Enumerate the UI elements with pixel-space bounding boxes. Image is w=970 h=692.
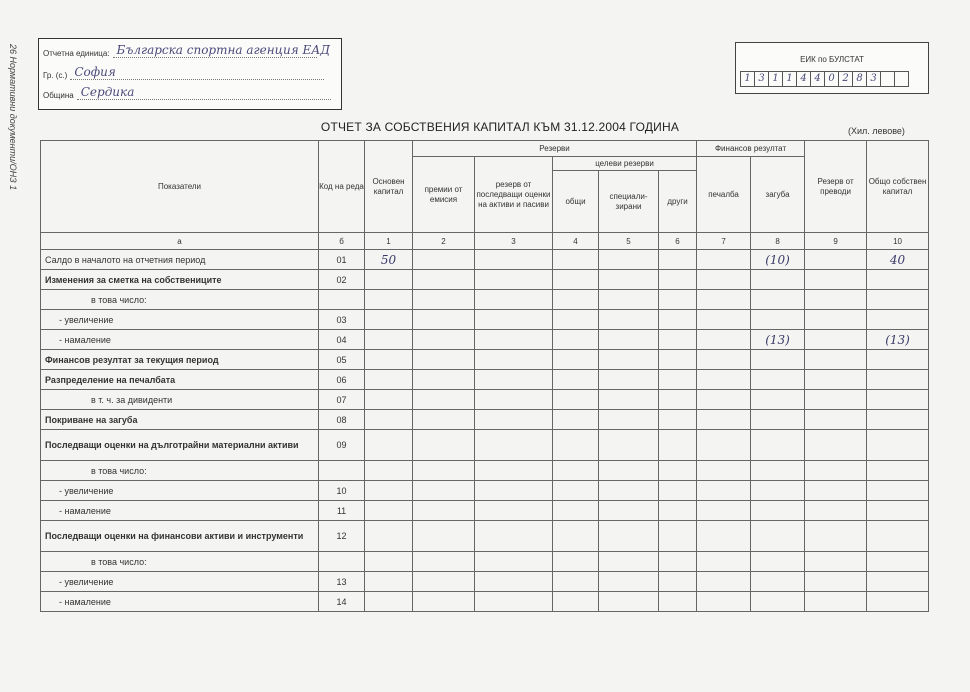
- cell-base-capital: [365, 572, 413, 592]
- cell-base-capital: [365, 350, 413, 370]
- header-general: общи: [553, 171, 599, 233]
- column-index: 10: [867, 233, 929, 250]
- row-code: [319, 290, 365, 310]
- city-label: Гр. (с.): [43, 71, 68, 80]
- cell-revaluation-reserve: [475, 430, 553, 461]
- cell-base-capital: [365, 290, 413, 310]
- municipality-label: Община: [43, 91, 74, 100]
- cell-general-reserve: [553, 250, 599, 270]
- cell-translation-reserve: [805, 350, 867, 370]
- cell-share-premium: [413, 481, 475, 501]
- eik-digit: 4: [796, 71, 811, 87]
- header-total-equity: Общо собствен капитал: [867, 141, 929, 233]
- eik-digit: 4: [810, 71, 825, 87]
- cell-profit: [697, 270, 751, 290]
- cell-profit: [697, 290, 751, 310]
- cell-base-capital: [365, 410, 413, 430]
- cell-revaluation-reserve: [475, 310, 553, 330]
- header-reserves: Резерви: [413, 141, 697, 157]
- cell-revaluation-reserve: [475, 250, 553, 270]
- cell-revaluation-reserve: [475, 410, 553, 430]
- eik-digit: 8: [852, 71, 867, 87]
- row-code: 03: [319, 310, 365, 330]
- cell-revaluation-reserve: [475, 481, 553, 501]
- cell-total-equity: [867, 461, 929, 481]
- cell-base-capital: [365, 310, 413, 330]
- cell-share-premium: [413, 250, 475, 270]
- cell-general-reserve: [553, 501, 599, 521]
- column-index-row: [41, 233, 929, 250]
- cell-loss: [751, 290, 805, 310]
- eik-digit: 3: [866, 71, 881, 87]
- table-row: [41, 481, 929, 501]
- cell-profit: [697, 481, 751, 501]
- column-index: 3: [475, 233, 553, 250]
- cell-translation-reserve: [805, 310, 867, 330]
- cell-other-reserve: [659, 350, 697, 370]
- cell-revaluation-reserve: [475, 572, 553, 592]
- cell-translation-reserve: [805, 501, 867, 521]
- table-row: [41, 501, 929, 521]
- eik-digit: [880, 71, 895, 87]
- municipality-row: [43, 87, 331, 100]
- table-row: [41, 461, 929, 481]
- row-label: Последващи оценки на дълготрайни материални активи: [41, 430, 319, 461]
- reporting-unit-row: [43, 43, 331, 58]
- cell-total-equity: [867, 501, 929, 521]
- header-loss: загуба: [751, 157, 805, 233]
- table-row: [41, 290, 929, 310]
- column-index: 8: [751, 233, 805, 250]
- header-translation-reserve: Резерв от преводи: [805, 141, 867, 233]
- cell-translation-reserve: [805, 481, 867, 501]
- municipality-value: Сердика: [77, 87, 331, 100]
- cell-base-capital: [365, 461, 413, 481]
- cell-translation-reserve: [805, 592, 867, 612]
- row-label: - увеличение: [41, 481, 319, 501]
- cell-profit: [697, 410, 751, 430]
- cell-profit: [697, 430, 751, 461]
- eik-digit: 1: [768, 71, 783, 87]
- row-code: 09: [319, 430, 365, 461]
- header-profit: печалба: [697, 157, 751, 233]
- entity-box: [38, 38, 342, 110]
- cell-general-reserve: [553, 370, 599, 390]
- cell-total-equity: [867, 410, 929, 430]
- city-value: София: [70, 67, 324, 80]
- cell-base-capital: [365, 481, 413, 501]
- cell-general-reserve: [553, 572, 599, 592]
- cell-profit: [697, 461, 751, 481]
- cell-other-reserve: [659, 250, 697, 270]
- cell-translation-reserve: [805, 290, 867, 310]
- column-index: 9: [805, 233, 867, 250]
- cell-share-premium: [413, 310, 475, 330]
- cell-profit: [697, 390, 751, 410]
- cell-translation-reserve: [805, 461, 867, 481]
- header-row-code: Код на реда: [319, 141, 365, 233]
- cell-loss: [751, 390, 805, 410]
- cell-translation-reserve: [805, 270, 867, 290]
- cell-translation-reserve: [805, 521, 867, 552]
- row-label: в това число:: [41, 461, 319, 481]
- row-label: Изменения за сметка на собствениците: [41, 270, 319, 290]
- cell-revaluation-reserve: [475, 521, 553, 552]
- cell-special-reserve: [599, 290, 659, 310]
- cell-revaluation-reserve: [475, 390, 553, 410]
- cell-loss: [751, 410, 805, 430]
- cell-general-reserve: [553, 592, 599, 612]
- row-code: 04: [319, 330, 365, 350]
- cell-revaluation-reserve: [475, 330, 553, 350]
- cell-share-premium: [413, 572, 475, 592]
- cell-share-premium: [413, 370, 475, 390]
- cell-profit: [697, 310, 751, 330]
- cell-special-reserve: [599, 270, 659, 290]
- cell-translation-reserve: [805, 370, 867, 390]
- cell-loss: [751, 370, 805, 390]
- eik-digit: 2: [838, 71, 853, 87]
- table-body: [41, 250, 929, 612]
- cell-special-reserve: [599, 461, 659, 481]
- cell-other-reserve: [659, 572, 697, 592]
- cell-loss: [751, 481, 805, 501]
- row-code: 01: [319, 250, 365, 270]
- cell-loss: [751, 430, 805, 461]
- row-label: Финансов резултат за текущия период: [41, 350, 319, 370]
- cell-loss: [751, 270, 805, 290]
- cell-base-capital: [365, 592, 413, 612]
- header-base-capital: Основен капитал: [365, 141, 413, 233]
- row-code: 08: [319, 410, 365, 430]
- city-row: [43, 67, 324, 80]
- eik-digit: 1: [782, 71, 797, 87]
- cell-translation-reserve: [805, 390, 867, 410]
- row-code: 14: [319, 592, 365, 612]
- cell-special-reserve: [599, 430, 659, 461]
- cell-base-capital: [365, 370, 413, 390]
- header-target-reserves: целеви резерви: [553, 157, 697, 171]
- table-row: [41, 572, 929, 592]
- eik-digit: 1: [740, 71, 755, 87]
- cell-other-reserve: [659, 501, 697, 521]
- table-row: [41, 410, 929, 430]
- cell-loss: [751, 461, 805, 481]
- cell-profit: [697, 592, 751, 612]
- cell-special-reserve: [599, 521, 659, 552]
- cell-other-reserve: [659, 521, 697, 552]
- cell-share-premium: [413, 390, 475, 410]
- cell-translation-reserve: [805, 330, 867, 350]
- header-other: други: [659, 171, 697, 233]
- cell-share-premium: [413, 350, 475, 370]
- cell-other-reserve: [659, 592, 697, 612]
- cell-general-reserve: [553, 521, 599, 552]
- cell-base-capital: [365, 430, 413, 461]
- table-row: [41, 592, 929, 612]
- cell-general-reserve: [553, 390, 599, 410]
- cell-revaluation-reserve: [475, 290, 553, 310]
- cell-share-premium: [413, 461, 475, 481]
- cell-general-reserve: [553, 290, 599, 310]
- cell-special-reserve: [599, 370, 659, 390]
- cell-base-capital: [365, 330, 413, 350]
- cell-revaluation-reserve: [475, 592, 553, 612]
- eik-label: ЕИК по БУЛСТАТ: [800, 55, 864, 64]
- cell-special-reserve: [599, 350, 659, 370]
- row-code: 02: [319, 270, 365, 290]
- cell-total-equity: [867, 481, 929, 501]
- column-index: а: [41, 233, 319, 250]
- cell-loss: [751, 552, 805, 572]
- column-index: 1: [365, 233, 413, 250]
- cell-revaluation-reserve: [475, 370, 553, 390]
- header-indicators: Показатели: [41, 141, 319, 233]
- cell-total-equity: 40: [867, 250, 929, 270]
- cell-general-reserve: [553, 430, 599, 461]
- column-index: 4: [553, 233, 599, 250]
- eik-digit: 0: [824, 71, 839, 87]
- cell-share-premium: [413, 430, 475, 461]
- cell-total-equity: [867, 310, 929, 330]
- cell-total-equity: [867, 552, 929, 572]
- cell-special-reserve: [599, 250, 659, 270]
- cell-revaluation-reserve: [475, 270, 553, 290]
- row-code: 11: [319, 501, 365, 521]
- cell-general-reserve: [553, 310, 599, 330]
- cell-revaluation-reserve: [475, 350, 553, 370]
- cell-other-reserve: [659, 330, 697, 350]
- cell-total-equity: [867, 430, 929, 461]
- cell-other-reserve: [659, 370, 697, 390]
- cell-revaluation-reserve: [475, 461, 553, 481]
- cell-other-reserve: [659, 461, 697, 481]
- header-financial-result: Финансов резултат: [697, 141, 805, 157]
- cell-other-reserve: [659, 290, 697, 310]
- column-index: 5: [599, 233, 659, 250]
- table-row: [41, 350, 929, 370]
- cell-other-reserve: [659, 552, 697, 572]
- cell-special-reserve: [599, 410, 659, 430]
- column-index: 2: [413, 233, 475, 250]
- cell-special-reserve: [599, 572, 659, 592]
- cell-profit: [697, 572, 751, 592]
- cell-total-equity: (13): [867, 330, 929, 350]
- cell-loss: [751, 310, 805, 330]
- reporting-unit-value: Българска спортна агенция ЕАД: [113, 45, 317, 58]
- equity-table: [40, 140, 929, 612]
- cell-loss: [751, 572, 805, 592]
- cell-general-reserve: [553, 270, 599, 290]
- cell-share-premium: [413, 290, 475, 310]
- cell-special-reserve: [599, 310, 659, 330]
- cell-other-reserve: [659, 430, 697, 461]
- cell-loss: (13): [751, 330, 805, 350]
- header-revaluation-reserve: резерв от последващи оценки на активи и пасиви: [475, 157, 553, 233]
- cell-other-reserve: [659, 390, 697, 410]
- table-row: [41, 430, 929, 461]
- cell-special-reserve: [599, 552, 659, 572]
- cell-profit: [697, 552, 751, 572]
- row-code: 06: [319, 370, 365, 390]
- eik-box: [735, 42, 929, 94]
- row-label: в това число:: [41, 290, 319, 310]
- header-share-premium: премии от емисия: [413, 157, 475, 233]
- row-label: Салдо в началото на отчетния период: [41, 250, 319, 270]
- cell-share-premium: [413, 270, 475, 290]
- row-label: Покриване на загуба: [41, 410, 319, 430]
- row-code: 13: [319, 572, 365, 592]
- row-code: 12: [319, 521, 365, 552]
- row-label: - увеличение: [41, 572, 319, 592]
- cell-share-premium: [413, 330, 475, 350]
- cell-base-capital: [365, 501, 413, 521]
- cell-loss: [751, 592, 805, 612]
- row-label: Последващи оценки на финансови активи и инструменти: [41, 521, 319, 552]
- row-code: 05: [319, 350, 365, 370]
- header-special: специали-зирани: [599, 171, 659, 233]
- row-code: 07: [319, 390, 365, 410]
- cell-base-capital: [365, 552, 413, 572]
- table-row: [41, 330, 929, 350]
- cell-translation-reserve: [805, 410, 867, 430]
- cell-base-capital: [365, 390, 413, 410]
- cell-base-capital: [365, 270, 413, 290]
- cell-share-premium: [413, 501, 475, 521]
- cell-profit: [697, 521, 751, 552]
- table-row: [41, 310, 929, 330]
- cell-share-premium: [413, 592, 475, 612]
- cell-loss: [751, 350, 805, 370]
- cell-special-reserve: [599, 501, 659, 521]
- row-label: Разпределение на печалбата: [41, 370, 319, 390]
- units-note: (Хил. левове): [848, 126, 905, 136]
- cell-base-capital: 50: [365, 250, 413, 270]
- column-index: 6: [659, 233, 697, 250]
- row-label: в т. ч. за дивиденти: [41, 390, 319, 410]
- table-row: [41, 390, 929, 410]
- table-row: [41, 250, 929, 270]
- cell-general-reserve: [553, 461, 599, 481]
- table-row: [41, 370, 929, 390]
- column-index: 7: [697, 233, 751, 250]
- cell-profit: [697, 330, 751, 350]
- cell-special-reserve: [599, 390, 659, 410]
- cell-profit: [697, 501, 751, 521]
- cell-general-reserve: [553, 481, 599, 501]
- cell-profit: [697, 350, 751, 370]
- row-code: 10: [319, 481, 365, 501]
- cell-translation-reserve: [805, 552, 867, 572]
- report-title: ОТЧЕТ ЗА СОБСТВЕНИЯ КАПИТАЛ КЪМ 31.12.2004 ГОДИНА: [320, 120, 680, 134]
- row-code: [319, 461, 365, 481]
- cell-other-reserve: [659, 481, 697, 501]
- cell-special-reserve: [599, 330, 659, 350]
- row-label: - увеличение: [41, 310, 319, 330]
- cell-profit: [697, 370, 751, 390]
- cell-share-premium: [413, 552, 475, 572]
- cell-total-equity: [867, 370, 929, 390]
- cell-total-equity: [867, 270, 929, 290]
- table-row: [41, 270, 929, 290]
- cell-translation-reserve: [805, 572, 867, 592]
- cell-total-equity: [867, 572, 929, 592]
- cell-total-equity: [867, 521, 929, 552]
- row-label: в това число:: [41, 552, 319, 572]
- cell-special-reserve: [599, 481, 659, 501]
- cell-general-reserve: [553, 410, 599, 430]
- cell-total-equity: [867, 390, 929, 410]
- cell-translation-reserve: [805, 430, 867, 461]
- cell-general-reserve: [553, 552, 599, 572]
- reporting-unit-label: Отчетна единица:: [43, 49, 110, 58]
- cell-other-reserve: [659, 310, 697, 330]
- cell-general-reserve: [553, 330, 599, 350]
- table-row: [41, 552, 929, 572]
- cell-profit: [697, 250, 751, 270]
- cell-translation-reserve: [805, 250, 867, 270]
- cell-total-equity: [867, 350, 929, 370]
- side-note: 26 Нормативни документи/ОНЗ 1: [8, 44, 18, 191]
- eik-digit: 3: [754, 71, 769, 87]
- cell-loss: (10): [751, 250, 805, 270]
- row-label: - намаление: [41, 330, 319, 350]
- cell-loss: [751, 501, 805, 521]
- cell-share-premium: [413, 521, 475, 552]
- cell-total-equity: [867, 592, 929, 612]
- eik-digit: [894, 71, 909, 87]
- row-label: - намаление: [41, 592, 319, 612]
- row-code: [319, 552, 365, 572]
- cell-total-equity: [867, 290, 929, 310]
- cell-revaluation-reserve: [475, 501, 553, 521]
- cell-loss: [751, 521, 805, 552]
- cell-other-reserve: [659, 410, 697, 430]
- cell-special-reserve: [599, 592, 659, 612]
- cell-other-reserve: [659, 270, 697, 290]
- cell-base-capital: [365, 521, 413, 552]
- cell-revaluation-reserve: [475, 552, 553, 572]
- cell-share-premium: [413, 410, 475, 430]
- table-row: [41, 521, 929, 552]
- column-index: б: [319, 233, 365, 250]
- eik-cells: [740, 71, 908, 87]
- row-label: - намаление: [41, 501, 319, 521]
- cell-general-reserve: [553, 350, 599, 370]
